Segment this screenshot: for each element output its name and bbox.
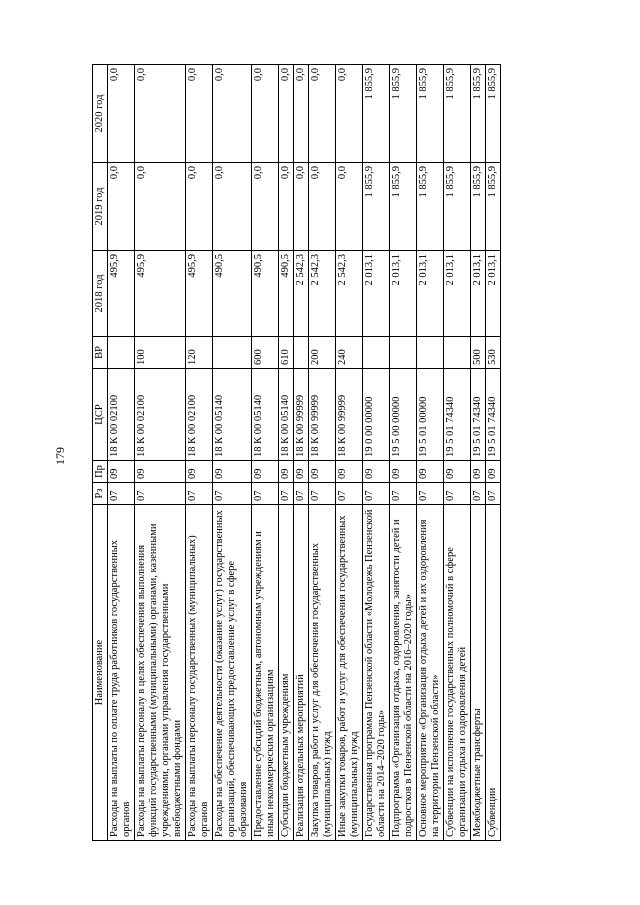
cell-2020: 1 855,9 bbox=[444, 65, 471, 163]
cell-2019: 0,0 bbox=[108, 163, 135, 251]
cell-vr bbox=[417, 337, 444, 369]
cell-2020: 0,0 bbox=[309, 65, 336, 163]
cell-csr: 18 К 00 05140 bbox=[252, 369, 279, 461]
cell-rz: 07 bbox=[390, 483, 417, 505]
cell-2019: 0,0 bbox=[186, 163, 213, 251]
cell-rz: 07 bbox=[471, 483, 486, 505]
cell-vr bbox=[444, 337, 471, 369]
cell-pr: 09 bbox=[186, 461, 213, 483]
cell-pr: 09 bbox=[108, 461, 135, 483]
cell-vr: 500 bbox=[471, 337, 486, 369]
cell-pr: 09 bbox=[213, 461, 252, 483]
cell-2019: 1 855,9 bbox=[390, 163, 417, 251]
cell-name: Предоставление субсидий бюджетным, автономным учреждениям и иным некоммерческим организациям bbox=[252, 505, 279, 841]
cell-2019: 0,0 bbox=[309, 163, 336, 251]
cell-csr: 18 К 00 99999 bbox=[309, 369, 336, 461]
cell-2018: 495,9 bbox=[186, 251, 213, 337]
cell-2018: 2 013,1 bbox=[363, 251, 390, 337]
cell-2018: 2 013,1 bbox=[390, 251, 417, 337]
header-pr: Пр bbox=[93, 461, 108, 483]
cell-rz: 07 bbox=[186, 483, 213, 505]
cell-rz: 07 bbox=[336, 483, 363, 505]
budget-table bbox=[92, 64, 501, 841]
cell-csr: 19 5 01 00000 bbox=[417, 369, 444, 461]
table-row bbox=[471, 65, 486, 841]
cell-vr: 530 bbox=[486, 337, 501, 369]
cell-vr: 120 bbox=[186, 337, 213, 369]
cell-csr: 19 5 01 74340 bbox=[486, 369, 501, 461]
cell-2019: 0,0 bbox=[135, 163, 186, 251]
cell-2019: 0,0 bbox=[252, 163, 279, 251]
cell-2018: 490,5 bbox=[279, 251, 294, 337]
cell-2019: 0,0 bbox=[279, 163, 294, 251]
cell-2019: 1 855,9 bbox=[363, 163, 390, 251]
cell-csr: 19 0 00 00000 bbox=[363, 369, 390, 461]
cell-vr: 240 bbox=[336, 337, 363, 369]
cell-2018: 2 542,3 bbox=[294, 251, 309, 337]
cell-name: Закупка товаров, работ и услуг для обеспечения государственных (муниципальных) нужд bbox=[309, 505, 336, 841]
cell-rz: 07 bbox=[444, 483, 471, 505]
cell-2019: 0,0 bbox=[213, 163, 252, 251]
cell-vr bbox=[213, 337, 252, 369]
cell-2018: 2 013,1 bbox=[486, 251, 501, 337]
cell-name: Реализация отдельных мероприятий bbox=[294, 505, 309, 841]
table-row bbox=[279, 65, 294, 841]
cell-name: Субвенции bbox=[486, 505, 501, 841]
cell-rz: 07 bbox=[417, 483, 444, 505]
cell-pr: 09 bbox=[471, 461, 486, 483]
cell-2020: 1 855,9 bbox=[363, 65, 390, 163]
cell-csr: 18 К 00 05140 bbox=[213, 369, 252, 461]
cell-pr: 09 bbox=[363, 461, 390, 483]
cell-csr: 18 К 00 02100 bbox=[186, 369, 213, 461]
table-row bbox=[363, 65, 390, 841]
page-number: 179 bbox=[53, 447, 67, 465]
cell-2018: 2 013,1 bbox=[444, 251, 471, 337]
cell-2020: 1 855,9 bbox=[417, 65, 444, 163]
cell-name: Подпрограмма «Организация отдыха, оздоровления, занятости детей и подростков в Пензенской области на 2016–2020 годы» bbox=[390, 505, 417, 841]
cell-vr bbox=[108, 337, 135, 369]
cell-2019: 1 855,9 bbox=[444, 163, 471, 251]
cell-name: Расходы на выплаты персоналу государственных (муниципальных) органов bbox=[186, 505, 213, 841]
cell-vr: 610 bbox=[279, 337, 294, 369]
cell-name: Основное мероприятие «Организация отдыха детей и их оздоровления на территории Пензенской области» bbox=[417, 505, 444, 841]
cell-pr: 09 bbox=[294, 461, 309, 483]
cell-csr: 19 5 00 00000 bbox=[390, 369, 417, 461]
cell-name: Субсидии бюджетным учреждениям bbox=[279, 505, 294, 841]
cell-2020: 1 855,9 bbox=[390, 65, 417, 163]
cell-pr: 09 bbox=[390, 461, 417, 483]
cell-vr: 100 bbox=[135, 337, 186, 369]
table-header-row bbox=[93, 65, 108, 841]
header-2020: 2020 год bbox=[93, 65, 108, 163]
cell-csr: 18 К 00 02100 bbox=[108, 369, 135, 461]
table-row bbox=[486, 65, 501, 841]
cell-2020: 0,0 bbox=[213, 65, 252, 163]
cell-pr: 09 bbox=[417, 461, 444, 483]
cell-2019: 1 855,9 bbox=[471, 163, 486, 251]
table-row bbox=[309, 65, 336, 841]
cell-csr: 18 К 00 05140 bbox=[279, 369, 294, 461]
cell-pr: 09 bbox=[135, 461, 186, 483]
cell-csr: 19 5 01 74340 bbox=[444, 369, 471, 461]
cell-pr: 09 bbox=[309, 461, 336, 483]
cell-rz: 07 bbox=[309, 483, 336, 505]
cell-csr: 18 К 00 99999 bbox=[336, 369, 363, 461]
cell-2020: 0,0 bbox=[252, 65, 279, 163]
cell-vr bbox=[294, 337, 309, 369]
cell-2018: 495,9 bbox=[108, 251, 135, 337]
header-vr: ВР bbox=[93, 337, 108, 369]
cell-2020: 0,0 bbox=[135, 65, 186, 163]
cell-name: Расходы на выплаты по оплате труда работников государственных органов bbox=[108, 505, 135, 841]
table-row bbox=[390, 65, 417, 841]
cell-vr bbox=[363, 337, 390, 369]
cell-2020: 0,0 bbox=[279, 65, 294, 163]
cell-csr: 19 5 01 74340 bbox=[471, 369, 486, 461]
cell-2018: 490,5 bbox=[213, 251, 252, 337]
table-row bbox=[294, 65, 309, 841]
cell-name: Межбюджетные трансферты bbox=[471, 505, 486, 841]
table-row bbox=[336, 65, 363, 841]
table-row bbox=[186, 65, 213, 841]
cell-2020: 0,0 bbox=[336, 65, 363, 163]
header-2018: 2018 год bbox=[93, 251, 108, 337]
header-name: Наименование bbox=[93, 505, 108, 841]
cell-rz: 07 bbox=[252, 483, 279, 505]
cell-rz: 07 bbox=[279, 483, 294, 505]
table-row bbox=[108, 65, 135, 841]
table-row bbox=[417, 65, 444, 841]
cell-vr: 600 bbox=[252, 337, 279, 369]
cell-2019: 0,0 bbox=[294, 163, 309, 251]
table-row bbox=[252, 65, 279, 841]
cell-rz: 07 bbox=[135, 483, 186, 505]
cell-2018: 2 013,1 bbox=[417, 251, 444, 337]
cell-rz: 07 bbox=[294, 483, 309, 505]
rotated-table-container bbox=[92, 65, 542, 841]
cell-name: Иные закупки товаров, работ и услуг для обеспечения государственных (муниципальных) нужд bbox=[336, 505, 363, 841]
cell-2018: 2 542,3 bbox=[336, 251, 363, 337]
cell-vr bbox=[390, 337, 417, 369]
cell-rz: 07 bbox=[486, 483, 501, 505]
cell-name: Государственная программа Пензенской области «Молодежь Пензенской области на 2014–2020 годы» bbox=[363, 505, 390, 841]
table-row bbox=[135, 65, 186, 841]
cell-2020: 1 855,9 bbox=[486, 65, 501, 163]
cell-rz: 07 bbox=[363, 483, 390, 505]
header-rz: Рз bbox=[93, 483, 108, 505]
cell-2018: 2 013,1 bbox=[471, 251, 486, 337]
cell-name: Расходы на обеспечение деятельности (оказание услуг) государственных организаций, обеспечивающих предоставление услуг в сфере образования bbox=[213, 505, 252, 841]
cell-pr: 09 bbox=[252, 461, 279, 483]
cell-rz: 07 bbox=[213, 483, 252, 505]
cell-2020: 1 855,9 bbox=[471, 65, 486, 163]
cell-csr: 18 К 00 99999 bbox=[294, 369, 309, 461]
cell-rz: 07 bbox=[108, 483, 135, 505]
cell-csr: 18 К 00 02100 bbox=[135, 369, 186, 461]
cell-2019: 1 855,9 bbox=[486, 163, 501, 251]
cell-2020: 0,0 bbox=[186, 65, 213, 163]
header-csr: ЦСР bbox=[93, 369, 108, 461]
table-row bbox=[213, 65, 252, 841]
cell-2018: 490,5 bbox=[252, 251, 279, 337]
cell-2019: 1 855,9 bbox=[417, 163, 444, 251]
cell-2018: 2 542,3 bbox=[309, 251, 336, 337]
cell-2020: 0,0 bbox=[294, 65, 309, 163]
cell-pr: 09 bbox=[486, 461, 501, 483]
cell-pr: 09 bbox=[279, 461, 294, 483]
cell-2020: 0,0 bbox=[108, 65, 135, 163]
cell-vr: 200 bbox=[309, 337, 336, 369]
table-row bbox=[444, 65, 471, 841]
cell-2018: 495,9 bbox=[135, 251, 186, 337]
cell-pr: 09 bbox=[444, 461, 471, 483]
cell-name: Расходы на выплаты персоналу в целях обеспечения выполнения функций государственными (муниципальными) органами, казенными учреждениями, органами управления государственными внебюджетными фондами bbox=[135, 505, 186, 841]
header-2019: 2019 год bbox=[93, 163, 108, 251]
cell-pr: 09 bbox=[336, 461, 363, 483]
cell-2019: 0,0 bbox=[336, 163, 363, 251]
table-body bbox=[108, 65, 501, 841]
cell-name: Субвенции на исполнение государственных полномочий в сфере организации отдыха и оздоровления детей bbox=[444, 505, 471, 841]
